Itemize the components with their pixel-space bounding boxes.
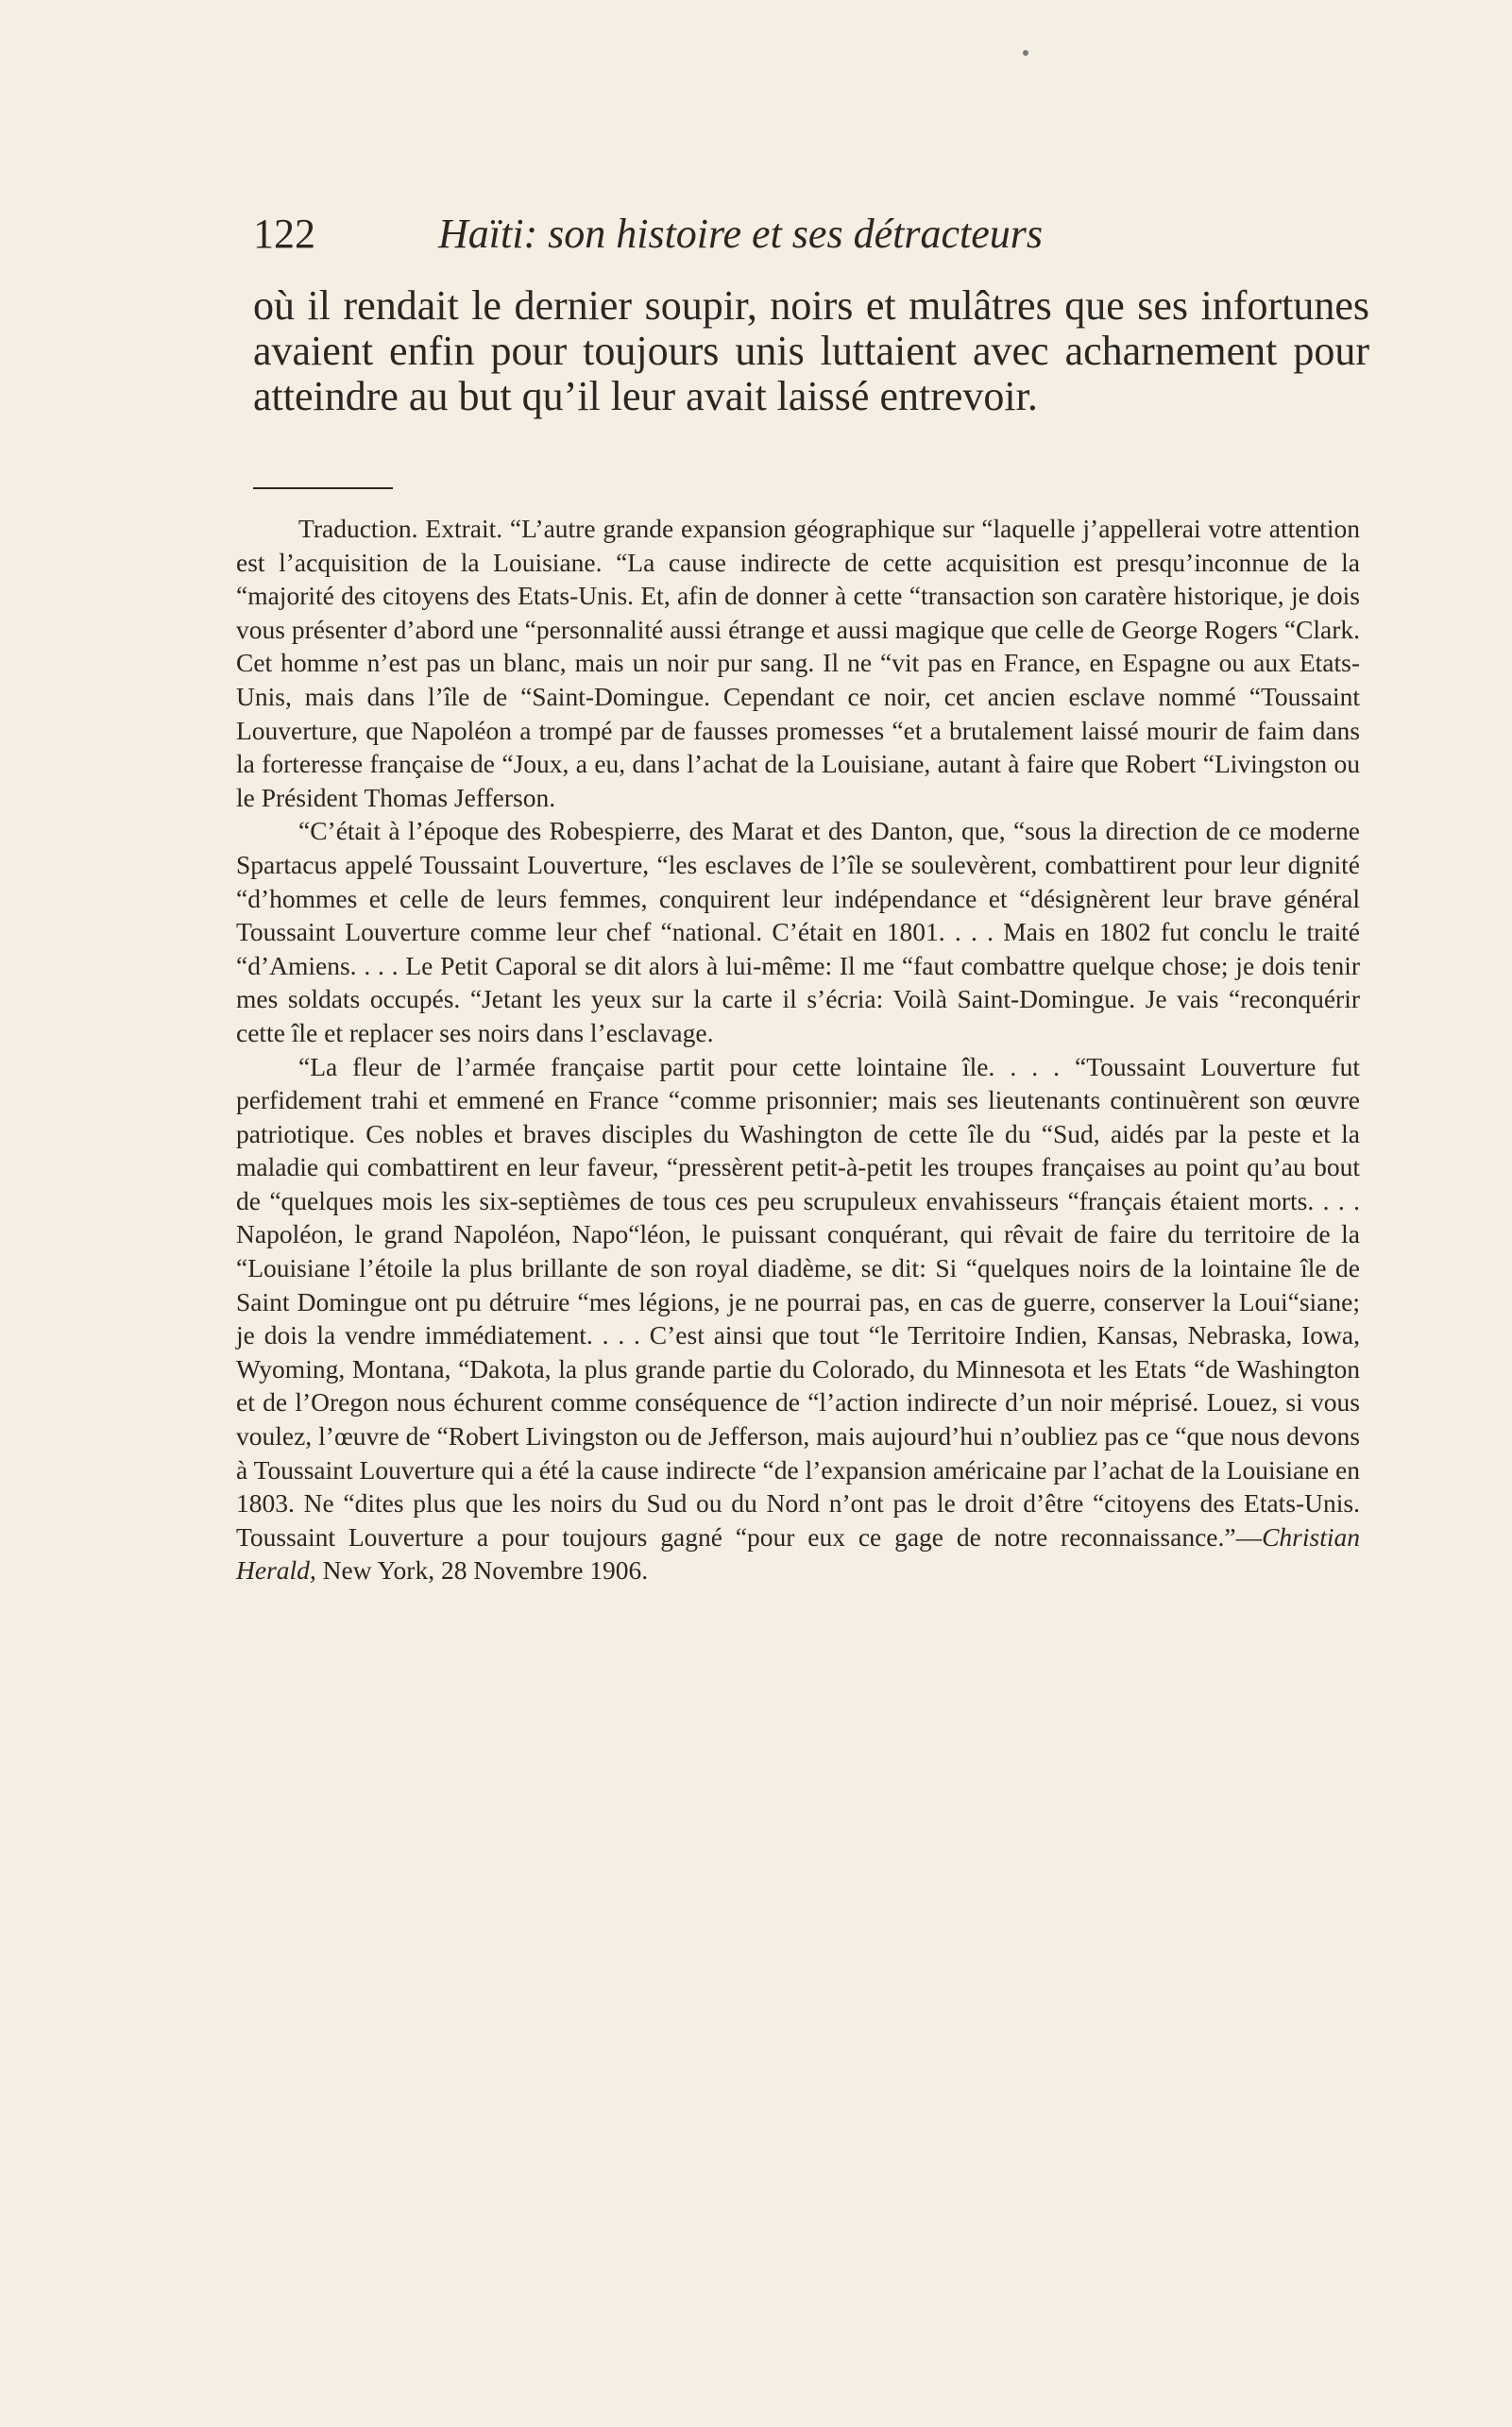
page-number: 122 — [253, 211, 315, 257]
footnote — [236, 512, 1360, 1587]
body-paragraph: où il rendait le dernier soupir, noirs et mulâtres que ses infortunes avaient enfin pour toujours unis luttaient avec acharnement pour atteindre au but qu’il leur avait laissé entrevoir. — [253, 282, 1369, 419]
footnote-paragraph-2: “C’était à l’époque des Robespierre, des Marat et des Danton, que, “sous la direction de ce moderne Spartacus appelé Toussaint Louverture, “les esclaves de l’île se soulevèrent, combattirent pour leur dignité “d’hommes et celle de leurs femmes, conquirent leur indépendance et “désignèrent leur brave général Toussaint Louverture comme leur chef “national. C’était en 1801. . . . Mais en 1802 fut conclu le traité “d’Amiens. . . . Le Petit Caporal se dit alors à lui-même: Il me “faut combattre quelque chose; je dois tenir mes soldats occupés. “Jetant les yeux sur la carte il s’écria: Voilà Saint-Domingue. Je vais “reconquérir cette île et replacer ses noirs dans l’esclavage. — [236, 816, 1360, 1047]
page-speck — [1023, 50, 1028, 56]
page-header — [253, 206, 1198, 263]
citation-source: Christian Herald, — [236, 1521, 1360, 1586]
footnote-paragraph-3-text: “La fleur de l’armée française partit pour cette lointaine île. . . . “Toussaint Louverture fut perfidement trahi et emmené en France “comme prisonnier; mais ses lieutenants continuèrent son œuvre patriotique. Ces nobles et braves disciples du Washington de cette île du “Sud, aidés par la peste et la maladie qui combattirent en leur faveur, “pressèrent petit-à-petit les troupes françaises au point qu’au bout de “quelques mois les six-septièmes de tous ces peu scrupuleux envahisseurs “français étaient morts. . . . Napoléon, le grand Napoléon, Napo“léon, le puissant conquérant, qui rêvait de faire du territoire de la “Louisiane l’étoile la plus brillante de son royal diadème, se dit: Si “quelques noirs de la lointaine île de Saint Domingue ont pu détruire “mes légions, je ne pourrai pas, en cas de guerre, conserver la Loui“siane; je dois la vendre immédiatement. . . . C’est ainsi que tout “le Territoire Indien, Kansas, Nebraska, Iowa, Wyoming, Montana, “Dakota, la plus grande partie du Colorado, du Minnesota et les Etats “de Washington et de l’Oregon nous échurent comme conséquence de “l’action indirecte d’un noir méprisé. Louez, si vous voulez, l’œuvre de “Robert Livingston ou de Jefferson, mais aujourd’hui n’oubliez pas ce “que nous devons à Toussaint Louverture qui a été la cause indirecte “de l’expansion américaine par l’achat de la Louisiane en 1803. Ne “dites plus que les noirs du Sud ou du Nord n’ont pas le droit d’être “citoyens des Etats-Unis. Toussaint Louverture a pour toujours gagné “pour eux ce gage de notre reconnaissance.”— — [236, 1051, 1360, 1552]
footnote-rule — [253, 487, 393, 489]
running-title: Haïti: son histoire et ses détracteurs — [438, 211, 1043, 257]
footnote-paragraph-3 — [236, 1050, 1360, 1588]
citation-tail: New York, 28 Novembre 1906. — [315, 1555, 649, 1586]
footnote-paragraph-1: Traduction. Extrait. “L’autre grande expansion géographique sur “laquelle j’appellerai votre attention est l’acquisition de la Louisiane. “La cause indirecte de cette acquisition est presqu’inconnue de la “majorité des citoyens des Etats-Unis. Et, afin de donner à cette “transaction son caratère historique, je dois vous présenter d’abord une “personnalité aussi étrange et aussi magique que celle de George Rogers “Clark. Cet homme n’est pas un blanc, mais un noir pur sang. Il ne “vit pas en France, en Espagne ou aux Etats-Unis, mais dans l’île de “Saint-Domingue. Cependant ce noir, cet ancien esclave nommé “Toussaint Louverture, que Napoléon a trompé par de fausses promesses “et a brutalement laissé mourir de faim dans la forteresse française de “Joux, a eu, dans l’achat de la Louisiane, autant à faire que Robert “Livingston ou le Président Thomas Jefferson. — [236, 514, 1360, 812]
